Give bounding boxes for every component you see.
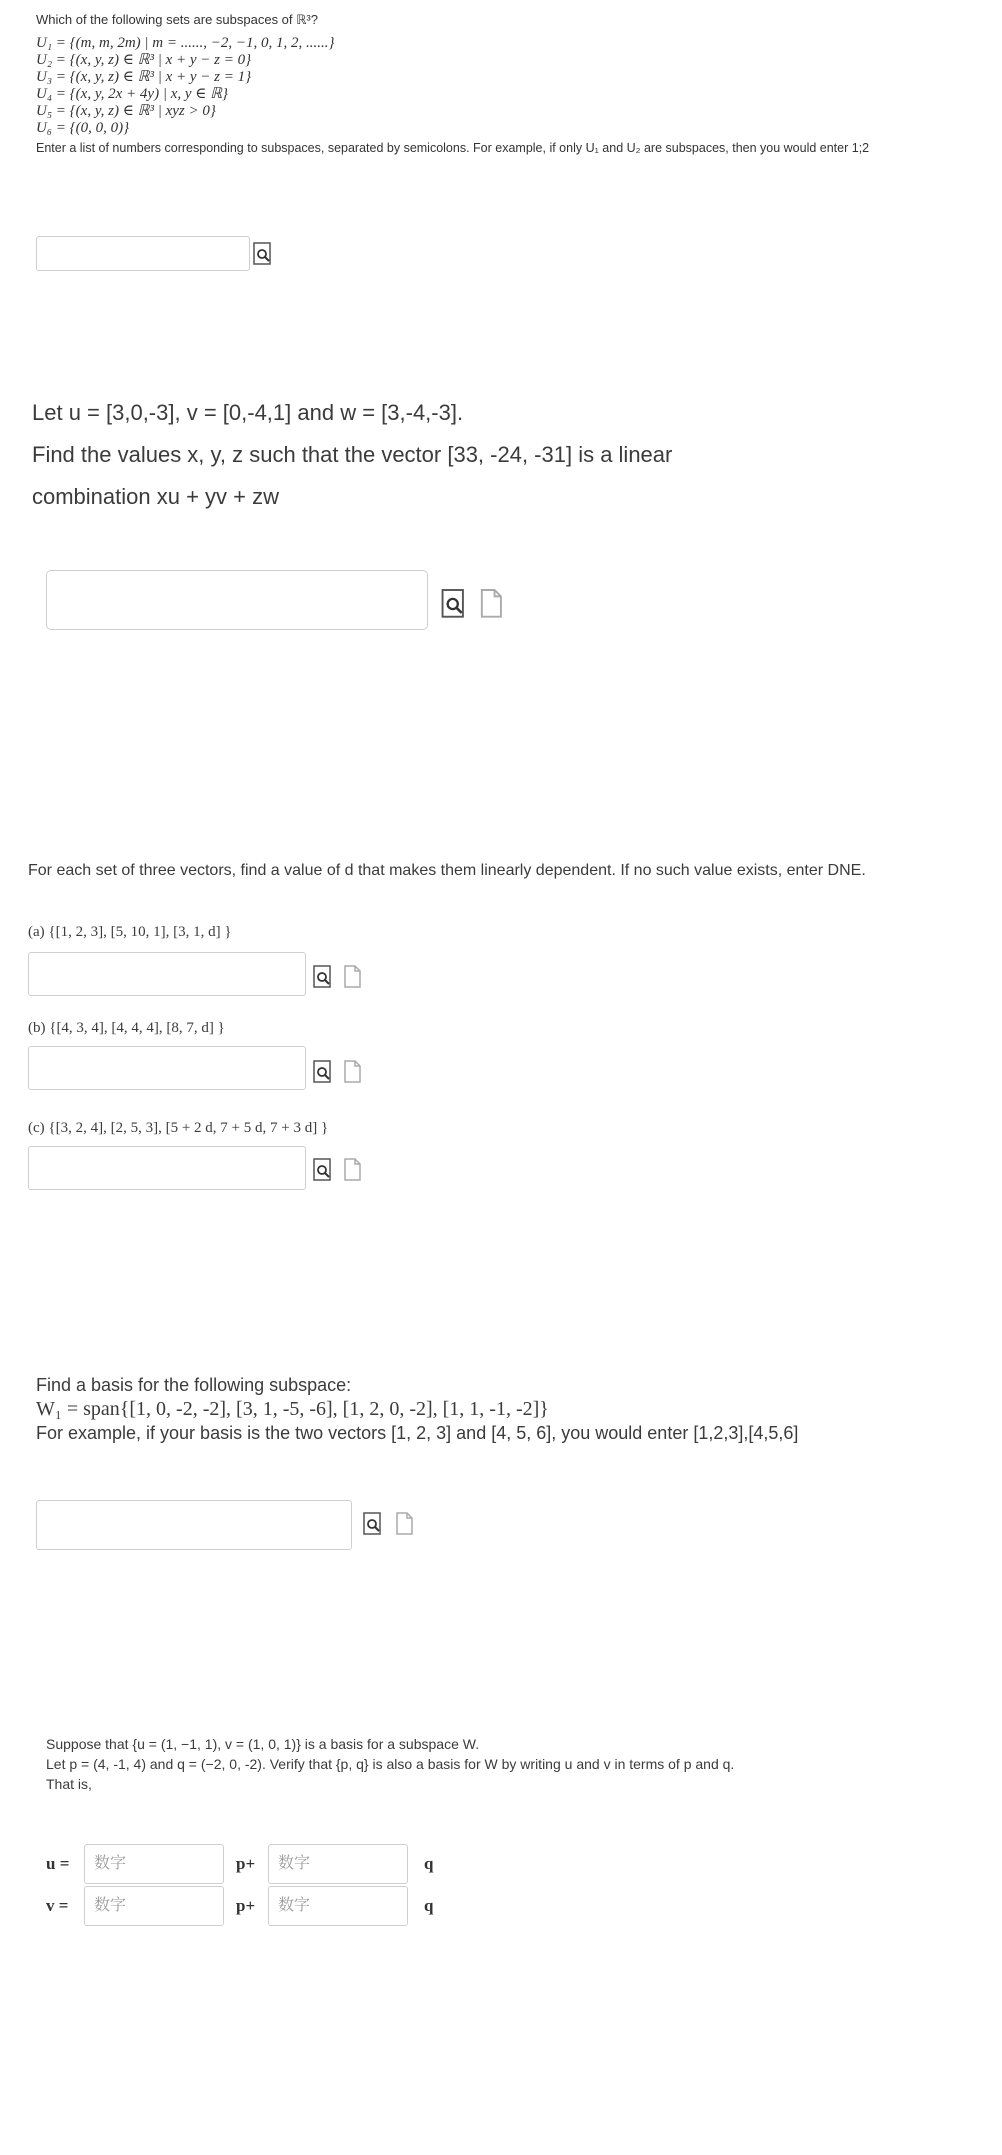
v-label: v = [46,1896,69,1915]
document-icon[interactable] [342,1060,364,1084]
q2-answer-input[interactable] [46,570,428,630]
q1-set-2: U₂ = {(x, y, z) ∈ ℝ³ | x + y − z = 0} [36,52,252,68]
document-icon[interactable] [342,965,364,989]
preview-icon[interactable] [252,242,274,266]
q1-answer-input[interactable] [36,236,250,271]
q4-subspace: W₁ = span{[1, 0, -2, -2], [3, 1, -5, -6], [1, 2, 0, -2], [1, 1, -1, -2]} [36,1398,549,1420]
q3-part-b-input[interactable] [28,1046,306,1090]
q1-set-list [36,35,1002,137]
u-q-label: q [424,1854,434,1873]
v-q-label: q [424,1896,434,1915]
q1-question: Which of the following sets are subspaces of ℝ³? [36,12,318,27]
q1-set-3: U₃ = {(x, y, z) ∈ ℝ³ | x + y − z = 1} [36,69,252,85]
preview-icon[interactable] [312,1158,334,1182]
q2-line-1: Let u = [3,0,-3], v = [0,-4,1] and w = [3,-4,-3]. [32,400,464,425]
u-coefficient-p-input[interactable]: 数字 [84,1844,224,1884]
document-icon[interactable] [394,1512,416,1536]
u-p-label: p+ [236,1854,256,1873]
question-2 [32,392,1002,518]
question-1 [36,10,1002,158]
q1-set-6: U₆ = {(0, 0, 0)} [36,120,130,136]
v-p-label: p+ [236,1896,256,1915]
v-coefficient-p-input[interactable]: 数字 [84,1886,224,1926]
q1-set-5: U₅ = {(x, y, z) ∈ ℝ³ | xyz > 0} [36,103,216,119]
preview-icon[interactable] [312,1060,334,1084]
q1-instruction: Enter a list of numbers corresponding to subspaces, separated by semicolons. For example, if only U₁ and U₂ are subspaces, then you would enter 1;2 [36,141,870,155]
u-coefficient-q-input[interactable]: 数字 [268,1844,408,1884]
q5-line-2: Let p = (4, -1, 4) and q = (−2, 0, -2). Verify that {p, q} is also a basis for W by writing u and v in terms of p and q. [46,1756,735,1772]
q4-line-1: Find a basis for the following subspace: [36,1375,352,1395]
q5-line-1: Suppose that {u = (1, −1, 1), v = (1, 0, 1)} is a basis for a subspace W. [46,1736,480,1752]
document-icon[interactable] [342,1158,364,1182]
q3-instruction: For each set of three vectors, find a value of d that makes them linearly dependent. If no such value exists, enter DNE. [28,862,866,879]
u-label: u = [46,1854,70,1873]
q3-part-b-label: (b) {[4, 3, 4], [4, 4, 4], [8, 7, d] } [28,1020,225,1036]
q2-line-2: Find the values x, y, z such that the vector [33, -24, -31] is a linear [32,442,673,467]
preview-icon[interactable] [440,588,468,620]
q3-part-c-label: (c) {[3, 2, 4], [2, 5, 3], [5 + 2 d, 7 + 5 d, 7 + 3 d] } [28,1120,329,1136]
question-5 [46,1734,1002,1794]
document-icon[interactable] [478,588,506,620]
preview-icon[interactable] [362,1512,384,1536]
q5-line-3: That is, [46,1776,92,1792]
q3-part-a-label: (a) {[1, 2, 3], [5, 10, 1], [3, 1, d] } [28,924,232,940]
question-3 [28,862,1002,1136]
q1-set-1: U₁ = {(m, m, 2m) | m = ......, −2, −1, 0, 1, 2, ......} [36,35,335,51]
preview-icon[interactable] [312,965,334,989]
q3-part-c-input[interactable] [28,1146,306,1190]
q4-line-3: For example, if your basis is the two vectors [1, 2, 3] and [4, 5, 6], you would enter [1,2,3],[4,5,6] [36,1423,799,1443]
question-4 [36,1374,1002,1444]
v-coefficient-q-input[interactable]: 数字 [268,1886,408,1926]
q2-line-3: combination xu + yv + zw [32,484,280,509]
q4-answer-input[interactable] [36,1500,352,1550]
q3-part-a-input[interactable] [28,952,306,996]
q1-set-4: U₄ = {(x, y, 2x + 4y) | x, y ∈ ℝ} [36,86,229,102]
